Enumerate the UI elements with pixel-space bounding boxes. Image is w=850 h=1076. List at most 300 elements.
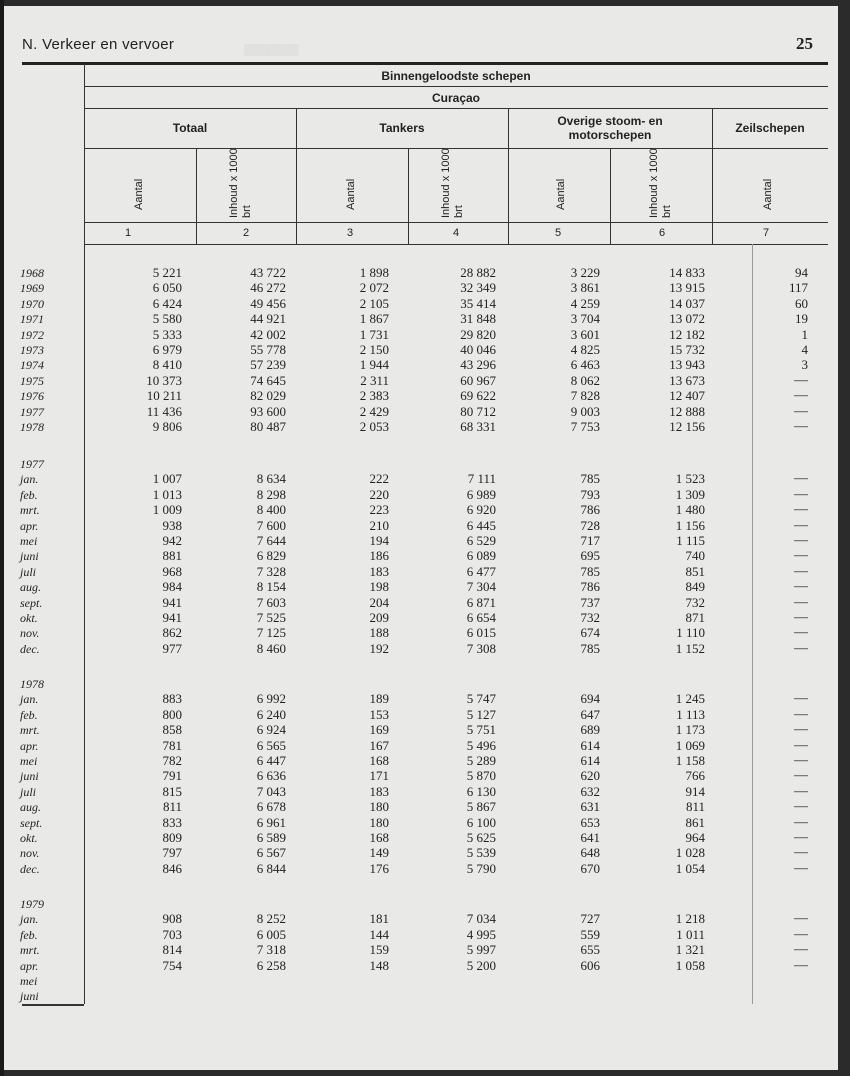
table-cell: — [794, 768, 808, 784]
table-cell: 68 331 [460, 419, 496, 434]
row-label: okt. [20, 611, 38, 625]
col-number: 3 [346, 227, 354, 239]
bleed-through-decoration: ▒▒▒▒▒▒▒ [244, 44, 299, 56]
table-cell: 5 539 [466, 845, 496, 861]
table-cell: 620 [580, 768, 600, 784]
table-cell: 14 037 [669, 295, 705, 311]
table-cell: 3 861 [570, 280, 600, 296]
header-line [84, 244, 828, 245]
subheader-aantal: Aantal [762, 178, 774, 210]
table-cell: 941 [162, 610, 182, 625]
table-cell: 1 011 [676, 926, 705, 942]
row-label: 1977 [20, 457, 44, 471]
row-label: juni [20, 769, 39, 784]
table-cell: 31 848 [460, 311, 496, 327]
table-cell: 6 100 [466, 814, 496, 830]
table-cell: 1 152 [675, 640, 705, 656]
table-cell: 1 944 [359, 357, 389, 373]
table-cell: 117 [788, 280, 808, 296]
table-cell: 670 [580, 860, 600, 876]
table-cell: 1 069 [675, 737, 705, 753]
table-cell: 785 [580, 640, 600, 656]
table-cell: 8 460 [256, 640, 286, 656]
table-cell: 703 [162, 926, 182, 942]
table-cell: 791 [162, 768, 182, 784]
subheader-inhoud: Inhoud x 1000 brt [648, 148, 673, 218]
table-cell: 4 995 [466, 926, 496, 942]
row-label: 1974 [20, 358, 44, 373]
table-cell: 6 992 [256, 691, 286, 707]
table-cell: 13 943 [669, 357, 705, 373]
table-cell: 183 [369, 563, 389, 579]
row-label: dec. [20, 861, 40, 876]
table-cell: 1 158 [675, 753, 705, 768]
row-label: apr. [20, 518, 39, 533]
table-cell: 220 [369, 486, 389, 502]
table-cell: 606 [580, 957, 600, 973]
table-cell: 938 [162, 517, 182, 533]
table-cell: 614 [580, 753, 600, 768]
table-cell: — [794, 942, 808, 958]
row-label: 1971 [20, 312, 44, 327]
row-label: 1978 [20, 420, 44, 434]
table-cell: 786 [580, 579, 600, 595]
section-title: N. Verkeer en vervoer [22, 36, 175, 53]
table-cell: 6 424 [152, 295, 182, 311]
table-cell: — [794, 783, 808, 799]
row-label: feb. [20, 487, 38, 502]
table-cell: 968 [162, 563, 182, 579]
table-cell: 7 828 [570, 388, 600, 404]
table-cell: 7 644 [256, 533, 286, 548]
table-cell: 28 882 [460, 265, 496, 280]
table-cell: 3 704 [570, 311, 600, 327]
table-cell: 1 115 [676, 533, 705, 548]
table-cell: 695 [580, 548, 600, 564]
header-rule [22, 62, 828, 65]
table-cell: — [794, 799, 808, 815]
table-cell: 57 239 [250, 357, 286, 373]
table-cell: 7 043 [256, 783, 286, 799]
table-cell: 782 [162, 753, 182, 768]
table-cell: 728 [580, 517, 600, 533]
table-cell: 11 436 [146, 403, 182, 419]
row-label: nov. [20, 626, 40, 641]
col-group-tankers: Tankers [379, 121, 425, 135]
col-number: 5 [554, 227, 562, 239]
table-cell: 198 [369, 579, 389, 595]
table-cell: 862 [162, 625, 182, 641]
table-cell: 8 410 [152, 357, 182, 373]
col-number: 7 [762, 227, 770, 239]
table-cell: 3 601 [570, 326, 600, 342]
row-label: mei [20, 534, 38, 548]
col-group-overige: Overige stoom- en motorschepen [557, 114, 663, 142]
table-cell: 6 924 [256, 722, 286, 738]
table-cell: 1 867 [359, 311, 389, 327]
col-group-totaal: Totaal [172, 121, 208, 135]
table-cell: 169 [369, 722, 389, 738]
table-cell: 5 333 [152, 326, 182, 342]
table-cell: 15 732 [669, 342, 705, 357]
table-cell: — [794, 594, 808, 610]
table-cell: 60 967 [460, 372, 496, 388]
table-cell: 694 [580, 691, 600, 707]
table-cell: 811 [162, 799, 182, 815]
table-cell: 1 731 [359, 326, 389, 342]
table-cell: — [794, 814, 808, 830]
table-cell: 192 [369, 640, 389, 656]
table-cell: 1 028 [675, 845, 705, 861]
table-cell: 883 [162, 691, 182, 707]
table-cell: 8 634 [256, 471, 286, 487]
subheader-inhoud: Inhoud x 1000 brt [440, 148, 465, 218]
table-cell: 94 [795, 265, 808, 280]
col-number: 2 [242, 227, 250, 239]
table-cell: 194 [369, 533, 389, 548]
table-cell: 7 308 [466, 640, 496, 656]
row-label: feb. [20, 707, 38, 722]
table-cell: 846 [162, 860, 182, 876]
table-cell: 7 304 [466, 579, 496, 595]
table-cell: 10 373 [146, 372, 182, 388]
row-label: juli [20, 784, 37, 799]
table-cell: 93 600 [250, 403, 286, 419]
table-cell: 881 [162, 548, 182, 564]
row-label: sept. [20, 815, 43, 830]
table-cell: 766 [685, 768, 705, 784]
table-cell: 6 920 [466, 502, 496, 518]
column-rule [408, 148, 409, 244]
col-number: 4 [452, 227, 460, 239]
table-cell: 55 778 [250, 342, 286, 357]
table-cell: — [794, 388, 808, 404]
table-cell: 6 961 [256, 814, 286, 830]
table-cell: 7 125 [256, 625, 286, 641]
table-cell: 785 [580, 471, 600, 487]
table-cell: 5 747 [466, 691, 496, 707]
col-number: 1 [124, 227, 132, 239]
table-cell: 167 [369, 737, 389, 753]
table-cell: 800 [162, 706, 182, 722]
table-cell: 740 [685, 548, 705, 564]
table-cell: 8 252 [256, 911, 286, 927]
column-rule [84, 64, 85, 1004]
row-label: 1975 [20, 373, 44, 388]
page-number: 25 [796, 34, 813, 53]
table-cell: 6 529 [466, 533, 496, 548]
table-cell: 6 015 [466, 625, 496, 641]
table-cell: 908 [162, 911, 182, 927]
table-cell: 12 156 [669, 419, 705, 434]
row-label: jan. [20, 692, 39, 707]
table-cell: 964 [685, 830, 705, 845]
table-cell: 60 [795, 295, 808, 311]
table-cell: 148 [369, 957, 389, 973]
table-cell: 2 429 [359, 403, 389, 419]
table-cell: 29 820 [460, 326, 496, 342]
table-cell: 1 013 [152, 486, 182, 502]
subheader-aantal: Aantal [345, 178, 357, 210]
row-label: juli [20, 564, 37, 579]
table-cell: 80 712 [460, 403, 496, 419]
table-cell: 1 523 [675, 471, 705, 487]
table-cell: 786 [580, 502, 600, 518]
table-cell: 9 806 [152, 419, 182, 434]
table-cell: 13 915 [669, 280, 705, 296]
table-cell: 12 407 [669, 388, 705, 404]
table-cell: 7 753 [570, 419, 600, 434]
table-cell: 6 567 [256, 845, 286, 861]
table-cell: — [794, 830, 808, 845]
row-label: nov. [20, 846, 40, 861]
table-cell: 1 173 [675, 722, 705, 738]
table-cell: 754 [162, 957, 182, 973]
row-label: 1970 [20, 296, 44, 311]
table-cell: 43 722 [250, 265, 286, 280]
table-cell: 914 [685, 783, 705, 799]
table-cell: 180 [369, 799, 389, 815]
row-label: sept. [20, 595, 43, 610]
table-cell: 6 979 [152, 342, 182, 357]
table-cell: 5 127 [466, 706, 496, 722]
row-label: 1968 [20, 266, 44, 280]
table-cell: 223 [369, 502, 389, 518]
table-cell: 144 [369, 926, 389, 942]
table-cell: 689 [580, 722, 600, 738]
row-label: 1973 [20, 343, 44, 357]
table-cell: 168 [369, 830, 389, 845]
row-label: apr. [20, 738, 39, 753]
table-cell: 14 833 [669, 265, 705, 280]
table-cell: 4 [801, 342, 808, 357]
table-cell: 5 580 [152, 311, 182, 327]
table-cell: — [794, 845, 808, 861]
table-cell: 6 589 [256, 830, 286, 845]
table-cell: 614 [580, 737, 600, 753]
table-cell: 797 [162, 845, 182, 861]
table-cell: 5 289 [466, 753, 496, 768]
table-cell: — [794, 926, 808, 942]
table-cell: 6 005 [256, 926, 286, 942]
table-cell: 5 200 [466, 957, 496, 973]
column-rule [196, 148, 197, 244]
table-cell: 6 050 [152, 280, 182, 296]
table-cell: 1 898 [359, 265, 389, 280]
table-cell: 781 [162, 737, 182, 753]
table-cell: 210 [369, 517, 389, 533]
row-label: 1978 [20, 677, 44, 691]
table-cell: 7 600 [256, 517, 286, 533]
row-label: 1976 [20, 389, 44, 404]
subheader-aantal: Aantal [133, 178, 145, 210]
table-cell: 809 [162, 830, 182, 845]
table-cell: 42 002 [250, 326, 286, 342]
table-cell: — [794, 419, 808, 434]
table-cell: 785 [580, 563, 600, 579]
table-cell: 204 [369, 594, 389, 610]
table-cell: 641 [580, 830, 600, 845]
table-cell: 44 921 [250, 311, 286, 327]
table-cell: 861 [685, 814, 705, 830]
table-cell: 10 211 [146, 388, 182, 404]
table-cell: 6 654 [466, 610, 496, 625]
table-cell: — [794, 722, 808, 738]
table-cell: 5 496 [466, 737, 496, 753]
table-cell: — [794, 610, 808, 625]
row-label: jan. [20, 472, 39, 487]
table-cell: 7 111 [467, 471, 496, 487]
col-number: 6 [658, 227, 666, 239]
table-cell: 815 [162, 783, 182, 799]
table-cell: 153 [369, 706, 389, 722]
table-cell: — [794, 625, 808, 641]
table-cell: 13 072 [669, 311, 705, 327]
row-label: aug. [20, 580, 41, 595]
table-cell: 1 156 [675, 517, 705, 533]
row-label: okt. [20, 831, 38, 845]
table-cell: 2 072 [359, 280, 389, 296]
row-label: 1972 [20, 327, 44, 342]
table-cell: 1 [801, 326, 808, 342]
table-cell: 811 [685, 799, 705, 815]
table-cell: 6 445 [466, 517, 496, 533]
group-title: Binnengeloodste schepen [381, 69, 531, 83]
row-label: 1977 [20, 404, 44, 419]
table-cell: 5 997 [466, 942, 496, 958]
subgroup-title: Curaçao [431, 91, 481, 105]
table-cell: 7 603 [256, 594, 286, 610]
table-cell: 6 989 [466, 486, 496, 502]
table-cell: 632 [580, 783, 600, 799]
row-label: juni [20, 989, 39, 1004]
table-cell: — [794, 563, 808, 579]
row-label: juni [20, 549, 39, 564]
table-cell: 6 258 [256, 957, 286, 973]
table-cell: 1 058 [675, 957, 705, 973]
table-cell: 737 [580, 594, 600, 610]
table-cell: 7 525 [256, 610, 286, 625]
table-cell: 74 645 [250, 372, 286, 388]
table-cell: 12 182 [669, 326, 705, 342]
table-cell: 814 [162, 942, 182, 958]
table-cell: 9 003 [570, 403, 600, 419]
table-cell: 40 046 [460, 342, 496, 357]
table-cell: 5 625 [466, 830, 496, 845]
table-cell: 222 [369, 471, 389, 487]
table-cell: 941 [162, 594, 182, 610]
row-label: mrt. [20, 943, 40, 958]
table-cell: 5 221 [152, 265, 182, 280]
table-cell: 13 673 [669, 372, 705, 388]
table-cell: 7 328 [256, 563, 286, 579]
table-cell: 6 240 [256, 706, 286, 722]
row-label: mrt. [20, 723, 40, 738]
table-cell: 6 871 [466, 594, 496, 610]
table-cell: 977 [162, 640, 182, 656]
table-cell: 189 [369, 691, 389, 707]
table-cell: — [794, 691, 808, 707]
table-cell: 1 480 [675, 502, 705, 518]
table-cell: 717 [580, 533, 600, 548]
table-cell: 5 751 [466, 722, 496, 738]
table-cell: 6 089 [466, 548, 496, 564]
table-cell: 35 414 [460, 295, 496, 311]
table-cell: 5 790 [466, 860, 496, 876]
table-cell: 858 [162, 722, 182, 738]
row-label: mrt. [20, 503, 40, 518]
table-cell: — [794, 533, 808, 548]
table-cell: 159 [369, 942, 389, 958]
column-rule [752, 244, 753, 1004]
row-label: jan. [20, 912, 39, 927]
table-cell: 3 [801, 357, 808, 373]
row-label: mei [20, 974, 38, 988]
table-cell: 8 062 [570, 372, 600, 388]
row-label: apr. [20, 958, 39, 973]
table-cell: 1 309 [675, 486, 705, 502]
row-label: 1969 [20, 281, 44, 296]
table-cell: 188 [369, 625, 389, 641]
table-cell: 2 150 [359, 342, 389, 357]
table-cell: 984 [162, 579, 182, 595]
table-cell: 6 829 [256, 548, 286, 564]
table-cell: 6 130 [466, 783, 496, 799]
table-cell: — [794, 706, 808, 722]
table-cell: — [794, 486, 808, 502]
header-line [84, 86, 828, 87]
table-cell: 674 [580, 625, 600, 641]
table-cell: 209 [369, 610, 389, 625]
table-cell: 559 [580, 926, 600, 942]
subheader-aantal: Aantal [555, 178, 567, 210]
table-cell: 4 825 [570, 342, 600, 357]
table-cell: 3 229 [570, 265, 600, 280]
table-cell: — [794, 860, 808, 876]
table-cell: 871 [685, 610, 705, 625]
col-group-zeilschepen: Zeilschepen [735, 121, 805, 135]
table-cell: 49 456 [250, 295, 286, 311]
table-cell: — [794, 579, 808, 595]
table-cell: 6 636 [256, 768, 286, 784]
table-cell: 6 844 [256, 860, 286, 876]
table-cell: 32 349 [460, 280, 496, 296]
table-cell: 8 400 [256, 502, 286, 518]
subheader-inhoud: Inhoud x 1000 brt [228, 148, 253, 218]
table-cell: 186 [369, 548, 389, 564]
table-cell: 1 113 [676, 706, 705, 722]
table-cell: 183 [369, 783, 389, 799]
table-cell: 5 870 [466, 768, 496, 784]
table-cell: 7 318 [256, 942, 286, 958]
table-cell: — [794, 548, 808, 564]
table-cell: 80 487 [250, 419, 286, 434]
table-cell: 43 296 [460, 357, 496, 373]
table-cell: 1 245 [675, 691, 705, 707]
table-cell: 6 678 [256, 799, 286, 815]
table-cell: 653 [580, 814, 600, 830]
table-cell: — [794, 957, 808, 973]
table-cell: 2 383 [359, 388, 389, 404]
table-cell: 69 622 [460, 388, 496, 404]
table-cell: 82 029 [250, 388, 286, 404]
table-cell: 1 054 [675, 860, 705, 876]
table-cell: — [794, 753, 808, 768]
table-cell: 849 [685, 579, 705, 595]
table-cell: 8 298 [256, 486, 286, 502]
table-cell: — [794, 517, 808, 533]
row-label: aug. [20, 800, 41, 815]
